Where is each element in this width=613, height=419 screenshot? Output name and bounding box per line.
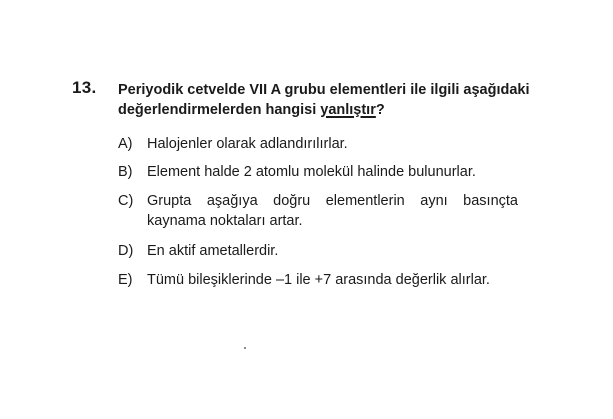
option-b-text: Element halde 2 atomlu molekül halinde bulunurlar. bbox=[147, 164, 476, 180]
question-stem-emphasis: yanlıştır bbox=[320, 102, 376, 118]
option-a-text: Halojenler olarak adlandırılırlar. bbox=[147, 136, 348, 152]
option-a-letter: A) bbox=[118, 136, 133, 152]
question-number: 13. bbox=[72, 78, 97, 97]
answer-options bbox=[118, 134, 518, 290]
option-b-letter: B) bbox=[118, 164, 133, 180]
option-e[interactable] bbox=[118, 270, 518, 290]
option-d[interactable] bbox=[118, 241, 518, 261]
question-stem bbox=[118, 80, 548, 120]
option-b[interactable] bbox=[118, 162, 518, 182]
scan-speck bbox=[244, 347, 246, 349]
option-d-letter: D) bbox=[118, 243, 134, 259]
question-stem-text: Periyodik cetvelde VII A grubu elementleri ile ilgili aşağıdaki değerlendirmelerden hangisi bbox=[118, 82, 530, 118]
option-d-text: En aktif ametallerdir. bbox=[147, 243, 279, 259]
option-c[interactable] bbox=[118, 191, 518, 231]
option-e-letter: E) bbox=[118, 272, 133, 288]
option-c-text: Grupta aşağıya doğru elementlerin aynı basınçta kaynama noktaları artar. bbox=[147, 193, 518, 229]
option-e-text: Tümü bileşiklerinde –1 ile +7 arasında değerlik alırlar. bbox=[147, 272, 490, 288]
option-a[interactable] bbox=[118, 134, 518, 154]
question-stem-end: ? bbox=[375, 102, 385, 118]
option-c-letter: C) bbox=[118, 193, 134, 209]
